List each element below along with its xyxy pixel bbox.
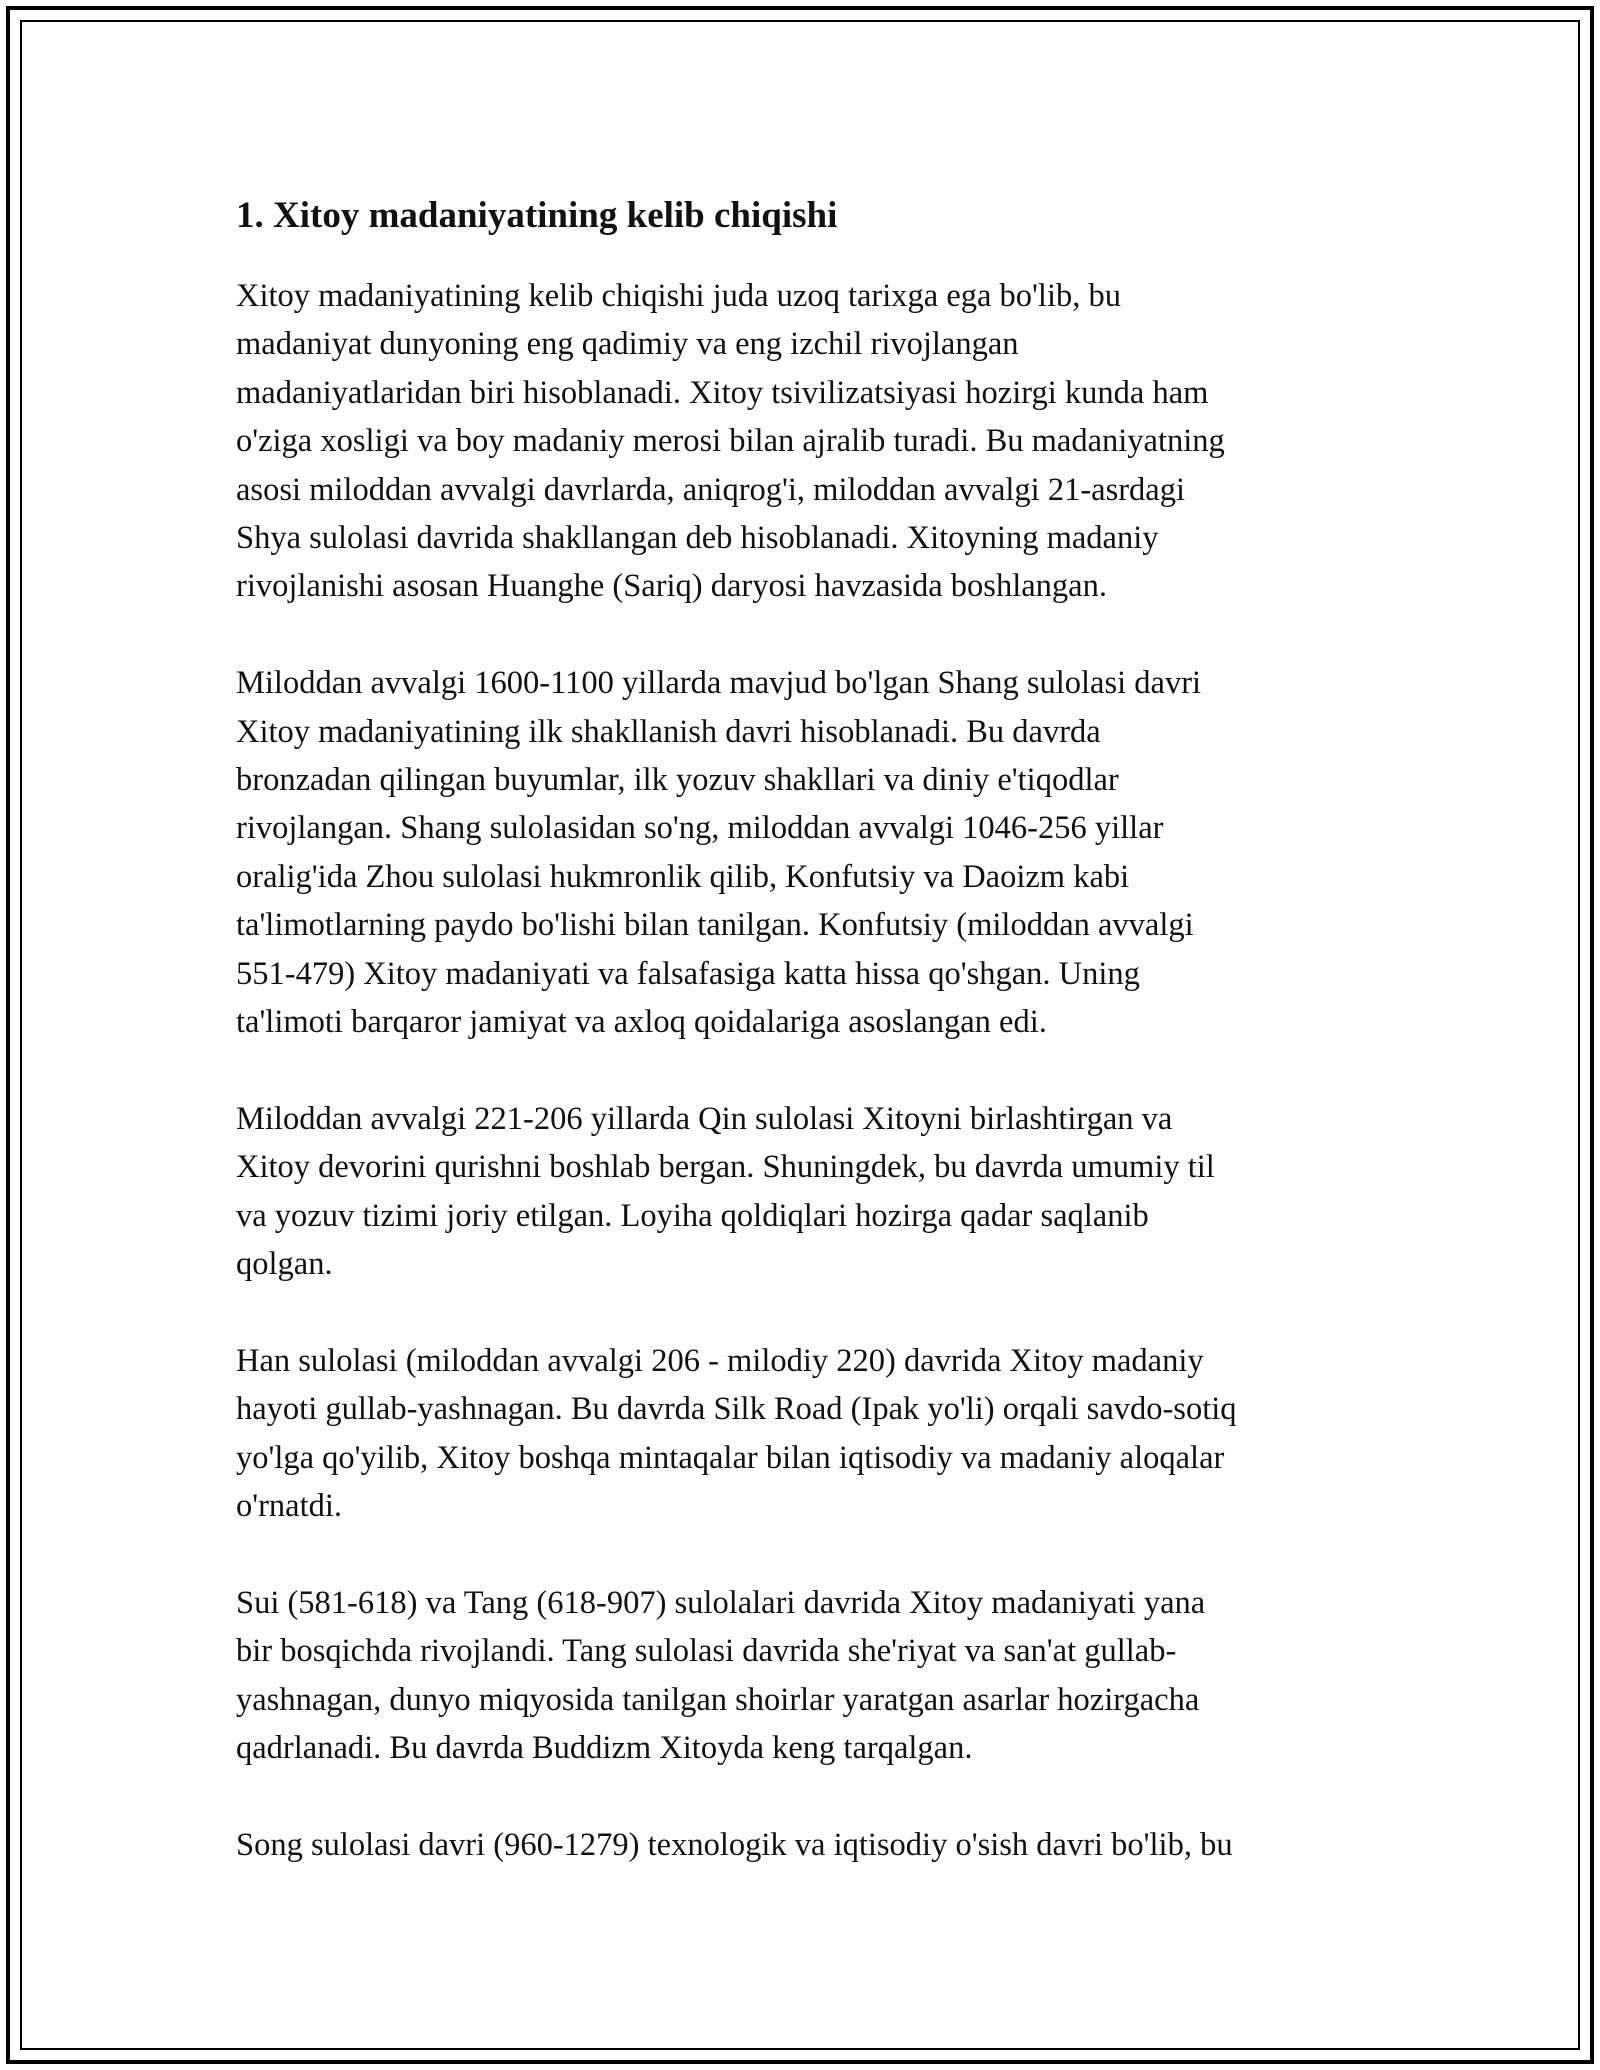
document-body <box>236 188 1376 1918</box>
text-line: ta'limoti barqaror jamiyat va axloq qoidalariga asoslangan edi. <box>236 1004 1047 1041</box>
text-line: qadrlanadi. Bu davrda Buddizm Xitoyda keng tarqalgan. <box>236 1730 973 1767</box>
section-heading: 1. Xitoy madaniyatining kelib chiqishi <box>236 195 838 236</box>
text-line: yashnagan, dunyo miqyosida tanilgan shoirlar yaratgan asarlar hozirgacha <box>236 1681 1200 1718</box>
text-line: Shya sulolasi davrida shakllangan deb hisoblanadi. Xitoyning madaniy <box>236 520 1159 557</box>
text-line: 551-479) Xitoy madaniyati va falsafasiga katta hissa qo'shgan. Uning <box>236 955 1140 992</box>
text-line: Miloddan avvalgi 1600-1100 yillarda mavjud bo'lgan Shang sulolasi davri <box>236 665 1202 702</box>
text-line: madaniyat dunyoning eng qadimiy va eng izchil rivojlangan <box>236 326 1019 363</box>
text-line: va yozuv tizimi joriy etilgan. Loyiha qoldiqlari hozirga qadar saqlanib <box>236 1197 1149 1234</box>
text-line: Miloddan avvalgi 221-206 yillarda Qin sulolasi Xitoyni birlashtirgan va <box>236 1100 1173 1137</box>
text-line: bronzadan qilingan buyumlar, ilk yozuv shakllari va diniy e'tiqodlar <box>236 762 1119 799</box>
text-line: Han sulolasi (miloddan avvalgi 206 - milodiy 220) davrida Xitoy madaniy <box>236 1342 1204 1379</box>
text-line: madaniyatlaridan biri hisoblanadi. Xitoy tsivilizatsiyasi hozirgi kunda ham <box>236 374 1209 411</box>
paragraph-origins <box>236 272 1376 611</box>
text-line: Sui (581-618) va Tang (618-907) sulolalari davrida Xitoy madaniyati yana <box>236 1584 1206 1621</box>
text-line: Xitoy devorini qurishni boshlab bergan. Shuningdek, bu davrda umumiy til <box>236 1149 1215 1186</box>
text-line: ta'limotlarning paydo bo'lishi bilan tanilgan. Konfutsiy (miloddan avvalgi <box>236 907 1194 944</box>
text-line: hayoti gullab-yashnagan. Bu davrda Silk Road (Ipak yo'li) orqali savdo-sotiq <box>236 1391 1237 1428</box>
paragraph-han <box>236 1337 1376 1531</box>
text-line: rivojlangan. Shang sulolasidan so'ng, miloddan avvalgi 1046-256 yillar <box>236 810 1164 847</box>
paragraph-qin <box>236 1095 1376 1289</box>
text-line: o'ziga xosligi va boy madaniy merosi bilan ajralib turadi. Bu madaniyatning <box>236 423 1225 460</box>
paragraph-sui-tang <box>236 1579 1376 1773</box>
text-line: yo'lga qo'yilib, Xitoy boshqa mintaqalar bilan iqtisodiy va madaniy aloqalar <box>236 1439 1225 1476</box>
paragraph-song <box>236 1821 1376 1869</box>
text-line: oralig'ida Zhou sulolasi hukmronlik qilib, Konfutsiy va Daoizm kabi <box>236 858 1130 895</box>
text-line: o'rnatdi. <box>236 1488 343 1525</box>
paragraph-shang-zhou <box>236 659 1376 1046</box>
text-line: Xitoy madaniyatining kelib chiqishi juda uzoq tarixga ega bo'lib, bu <box>236 278 1121 314</box>
text-line: Xitoy madaniyatining ilk shakllanish davri hisoblanadi. Bu davrda <box>236 713 1101 750</box>
text-line: rivojlanishi asosan Huanghe (Sariq) daryosi havzasida boshlangan. <box>236 568 1107 605</box>
text-line: qolgan. <box>236 1246 333 1283</box>
text-line: asosi miloddan avvalgi davrlarda, aniqrog'i, miloddan avvalgi 21-asrdagi <box>236 471 1186 508</box>
text-line: bir bosqichda rivojlandi. Tang sulolasi davrida she'riyat va san'at gullab- <box>236 1633 1177 1670</box>
text-line: Song sulolasi davri (960-1279) texnologik va iqtisodiy o'sish davri bo'lib, bu <box>236 1826 1233 1863</box>
